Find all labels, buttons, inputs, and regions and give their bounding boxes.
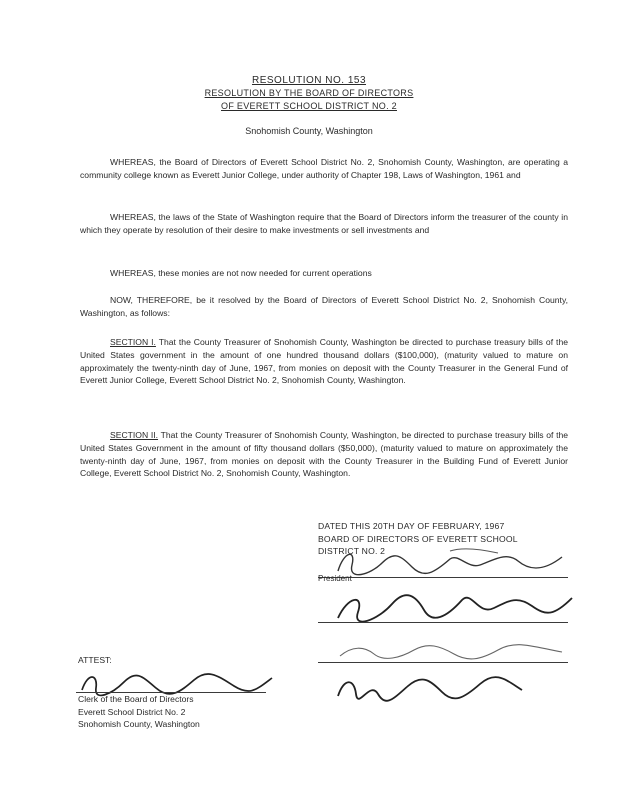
whereas-paragraph-2 (80, 211, 568, 237)
section-2-text: That the County Treasurer of Snohomish County, Washington, be directed to purchase treasury bills of the United States Government in the amount of fifty thousand dollars ($50,000), (maturity valued to mature on approximately the twenty-ninth day of June, 1967, from monies on deposit with the County Treasurer in the Building Fund of Everett Junior College, Everett School District No. 2, Snohomish County, Washington. (80, 430, 569, 479)
clerk-block (78, 693, 278, 731)
heading-line-2: OF EVERETT SCHOOL DISTRICT NO. 2 (221, 101, 397, 111)
section-1-paragraph (80, 336, 568, 387)
signature-line-2 (318, 622, 568, 623)
clerk-line-1: Clerk of the Board of Directors (78, 694, 194, 704)
section-2-label: SECTION II. (110, 430, 159, 440)
county-line: Snohomish County, Washington (245, 126, 373, 136)
clerk-line-2: Everett School District No. 2 (78, 706, 186, 717)
resolved-paragraph (80, 294, 568, 320)
president-role: President (318, 574, 352, 583)
paragraph-text: WHEREAS, the Board of Directors of Everett School District No. 2, Snohomish County, Washington, are operating a community college known as Everett Junior College, under authority of Chapter 198, Laws of Washington, 1961 and (80, 157, 568, 180)
resolution-title: RESOLUTION NO. 153 (251, 75, 367, 86)
section-1-label: SECTION I. (110, 337, 156, 347)
attest-label: ATTEST: (78, 655, 112, 665)
dated-line-2: BOARD OF DIRECTORS OF EVERETT SCHOOL (318, 533, 518, 544)
paragraph-text: NOW, THEREFORE, be it resolved by the Board of Directors of Everett School District No. 2, Snohomish County, Washington, as follows: (80, 295, 568, 318)
clerk-line-3: Snohomish County, Washington (78, 719, 200, 730)
director-signature-2 (330, 638, 570, 664)
whereas-paragraph-1 (80, 156, 568, 182)
section-2-paragraph (80, 429, 568, 480)
resolution-heading (0, 87, 618, 113)
heading-line-1: RESOLUTION BY THE BOARD OF DIRECTORS (204, 88, 414, 98)
section-1-text: That the County Treasurer of Snohomish County, Washington be directed to purchase treasury bills of the United States government in the amount of one hundred thousand dollars ($100,000), (maturity valued to mature on approximately the twenty-ninth day of June, 1967, from monies on deposit with the County Treasurer in the General Fund of Everett Junior College, Everett School District No. 2, Snohomish County, Washington. (80, 337, 569, 386)
director-signature-1 (328, 588, 578, 624)
signature-line-1 (318, 577, 568, 578)
president-signature (330, 545, 570, 579)
dated-line-3: DISTRICT NO. 2 (318, 546, 386, 557)
paragraph-text: WHEREAS, these monies are not now needed for current operations (110, 268, 372, 278)
paragraph-text: WHEREAS, the laws of the State of Washington require that the Board of Directors inform the treasurer of the county in which they operate by resolution of their desire to make investments or sell investments and (80, 212, 568, 235)
dated-line-1: DATED THIS 20TH DAY OF FEBRUARY, 1967 (318, 521, 505, 531)
whereas-paragraph-3 (80, 267, 568, 280)
signature-line-3 (318, 662, 568, 663)
director-signature-3 (330, 672, 530, 702)
